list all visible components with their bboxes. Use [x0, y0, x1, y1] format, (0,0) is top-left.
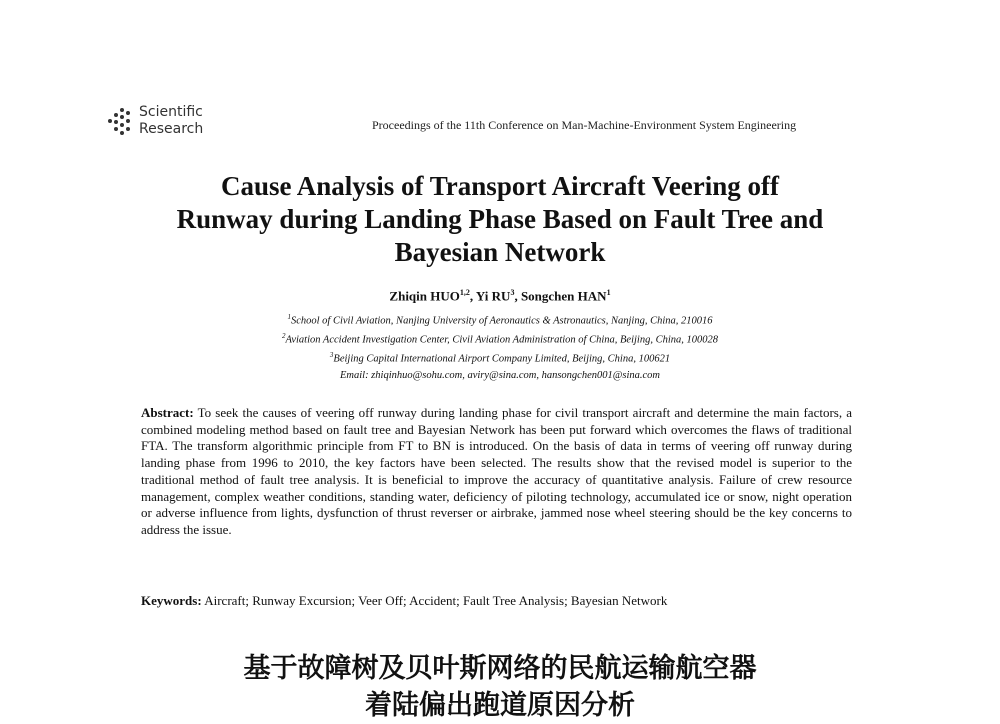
author-name: Songchen HAN [520, 288, 607, 304]
affiliation: $^3$Beijing Capital International Airport Company Limited, Beijing, China, 100621 [329, 351, 671, 365]
title-line: Runway during Landing Phase Based on Fault Tree and [176, 204, 824, 234]
chinese-title-line: 着陆偏出跑道原因分析 [365, 690, 635, 721]
proceedings-line: Proceedings of the 11th Conference on Man-Machine-Environment System Engineering [372, 118, 797, 132]
title-line: Cause Analysis of Transport Aircraft Veering off [221, 171, 779, 201]
keywords-text: Aircraft; Runway Excursion; Veer Off; Accident; Fault Tree Analysis; Bayesian Network [204, 593, 668, 608]
publisher-name: Scientific Research [139, 104, 204, 137]
email-line: Email: zhiqinhuo@sohu.com, aviry@sina.com, hansongchen001@sina.com [339, 370, 661, 381]
abstract [141, 405, 852, 539]
abstract-text: To seek the causes of veering off runway during landing phase for civil transport aircraft and determine the main factors, a combined modeling method based on fault tree and Bayesian Network has been put forward which overcomes the flaws of traditional FTA. The transform algorithmic principle from FT to BN is introduced. On the basis of data in terms of veering off runway during landing phase from 1996 to 2010, the key factors have been selected. The results show that the revised model is superior to the traditional method of fault tree analysis. It is beneficial to improve the accuracy of quantitative analysis. Failure of crew resource management, complex weather conditions, standing water, deficiency of piloting technology, accumulated ice or snow, night operation or adverse influence from lights, dysfunction of thrust reverser or airbrake, jammed nose wheel steering should be the key concerns to address the issue. [141, 405, 853, 537]
title-line: Bayesian Network [394, 237, 606, 267]
keywords-label: Keywords: [141, 593, 202, 608]
chinese-title-line: 基于故障树及贝叶斯网络的民航运输航空器 [243, 653, 757, 684]
author-name: Zhiqin HUO [389, 288, 460, 304]
paper-title [120, 170, 880, 269]
chinese-title [0, 650, 1000, 724]
affiliation: $^1$School of Civil Aviation, Nanjing University of Aeronautics & Astronautics, Nanjing, China, 210016 [287, 313, 713, 327]
abstract-label: Abstract: [141, 405, 194, 420]
publisher-logo [107, 104, 217, 144]
scientific-research-logo-icon [107, 108, 137, 138]
keywords [141, 593, 667, 609]
affiliation: $^2$Aviation Accident Investigation Center, Civil Aviation Administration of China, Beijing, China, 100028 [281, 332, 719, 346]
authors: Zhiqin HUO$^{1,2}$, Yi $RU^3$, Songchen HAN$^1$ [389, 288, 611, 304]
author-name: Yi RU [475, 288, 511, 304]
